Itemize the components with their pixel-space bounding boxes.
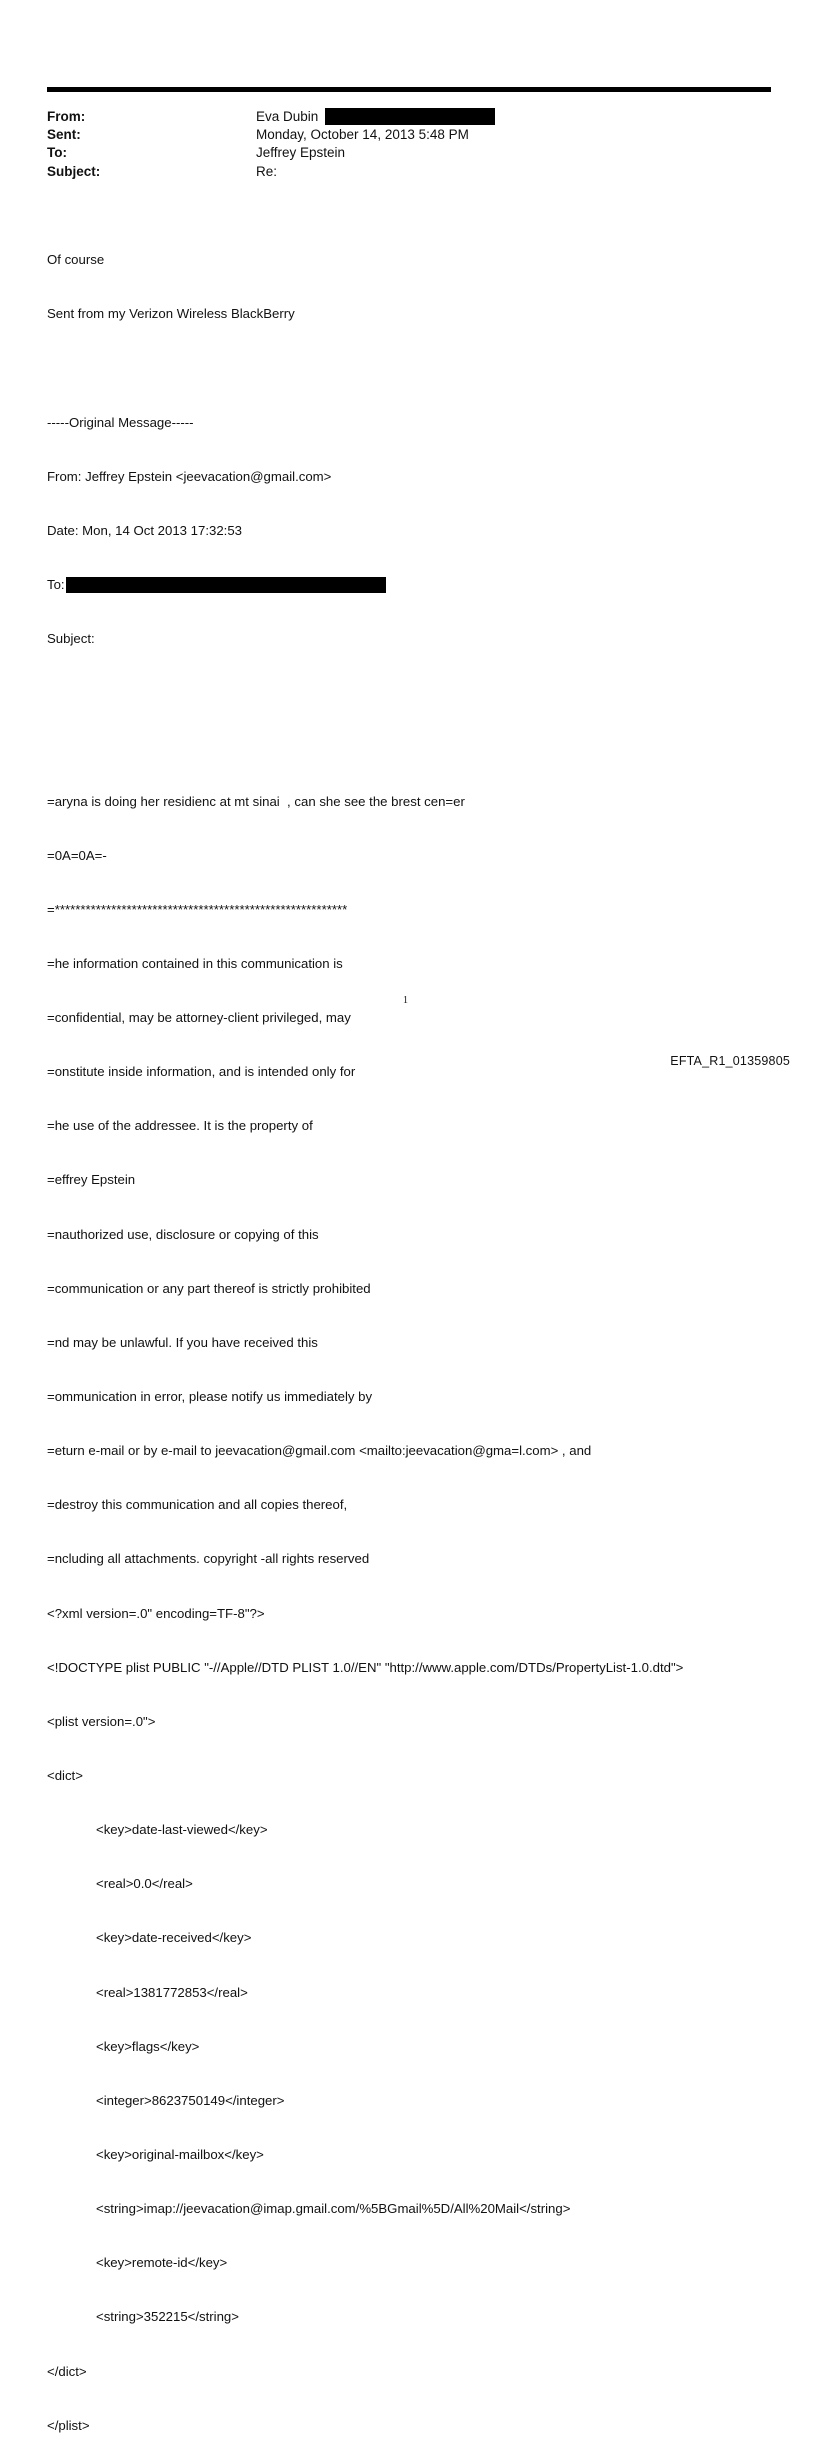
dict-line: <key>date-last-viewed</key> [96,1822,268,1838]
redaction-box [66,577,386,593]
reply-signature: Sent from my Verizon Wireless BlackBerry [47,306,295,322]
closing-line: </plist> [47,2417,90,2433]
dict-line: <string>imap://jeevacation@imap.gmail.com/%5BGmail%5D/All%20Mail</string> [96,2201,571,2217]
message-line: =aryna is doing her residienc at mt sinai , can she see the brest cen=er [47,793,465,809]
from-value: Eva Dubin [256,109,319,124]
dict-line: <key>date-received</key> [96,1930,252,1946]
page-number: 1 [403,995,408,1006]
redaction-box [325,108,495,125]
message-line: =he use of the addressee. It is the property of [47,1118,313,1134]
message-line: =effrey Epstein [47,1172,136,1188]
bates-number: EFTA_R1_01359805 [670,1054,790,1068]
dict-line: <key>original-mailbox</key> [96,2147,264,2163]
message-line: =ommunication in error, please notify us immediately by [47,1389,373,1405]
header-rule [47,87,771,92]
blank-line [47,684,683,702]
to-label: To: [47,145,67,161]
dict-line: <string>352215</string> [96,2309,239,2325]
message-line: =onstitute inside information, and is intended only for [47,1064,356,1080]
message-line: =nauthorized use, disclosure or copying of this [47,1226,319,1242]
message-line: =eturn e-mail or by e-mail to jeevacation@gmail.com <mailto:jeevacation@gma=l.com> , and [47,1443,592,1459]
message-line: <?xml version=.0" encoding=TF-8"?> [47,1605,265,1621]
closing-line: </dict> [47,2363,87,2379]
dict-line: <real>1381772853</real> [96,1984,248,2000]
email-body [47,215,683,2453]
original-to-row [47,576,683,594]
message-line: <plist version=.0"> [47,1713,156,1729]
dict-line: <real>0.0</real> [96,1876,193,1892]
original-to: To: [47,576,65,592]
sent-value: Monday, October 14, 2013 5:48 PM [256,127,469,143]
original-message-marker: -----Original Message----- [47,414,194,430]
message-line: <dict> [47,1768,83,1784]
dict-line: <key>remote-id</key> [96,2255,228,2271]
to-value: Jeffrey Epstein [256,145,346,161]
message-line: =0A=0A=- [47,847,107,863]
dict-line: <key>flags</key> [96,2038,200,2054]
reply-line: Of course [47,252,105,268]
subject-value: Re: [256,163,278,179]
dict-line: <integer>8623750149</integer> [96,2092,285,2108]
message-line: =********************************************************* [47,901,348,917]
message-line: =destroy this communication and all copies thereof, [47,1497,348,1513]
blank-line [47,738,683,756]
blank-line [47,359,683,377]
subject-label: Subject: [47,163,101,179]
message-line: =he information contained in this communication is [47,955,343,971]
message-line: =communication or any part thereof is strictly prohibited [47,1280,371,1296]
message-line: =confidential, may be attorney-client privileged, may [47,1010,351,1026]
original-subject: Subject: [47,631,95,647]
message-line: =ncluding all attachments. copyright -all rights reserved [47,1551,370,1567]
message-line: <!DOCTYPE plist PUBLIC "-//Apple//DTD PLIST 1.0//EN" "http://www.apple.com/DTDs/PropertyList-1.0.dtd"> [47,1659,684,1675]
message-line: =nd may be unlawful. If you have received this [47,1334,318,1350]
original-from: From: Jeffrey Epstein <jeevacation@gmail.com> [47,468,332,484]
sent-label: Sent: [47,127,81,143]
original-date: Date: Mon, 14 Oct 2013 17:32:53 [47,522,243,538]
from-label: From: [47,109,86,124]
